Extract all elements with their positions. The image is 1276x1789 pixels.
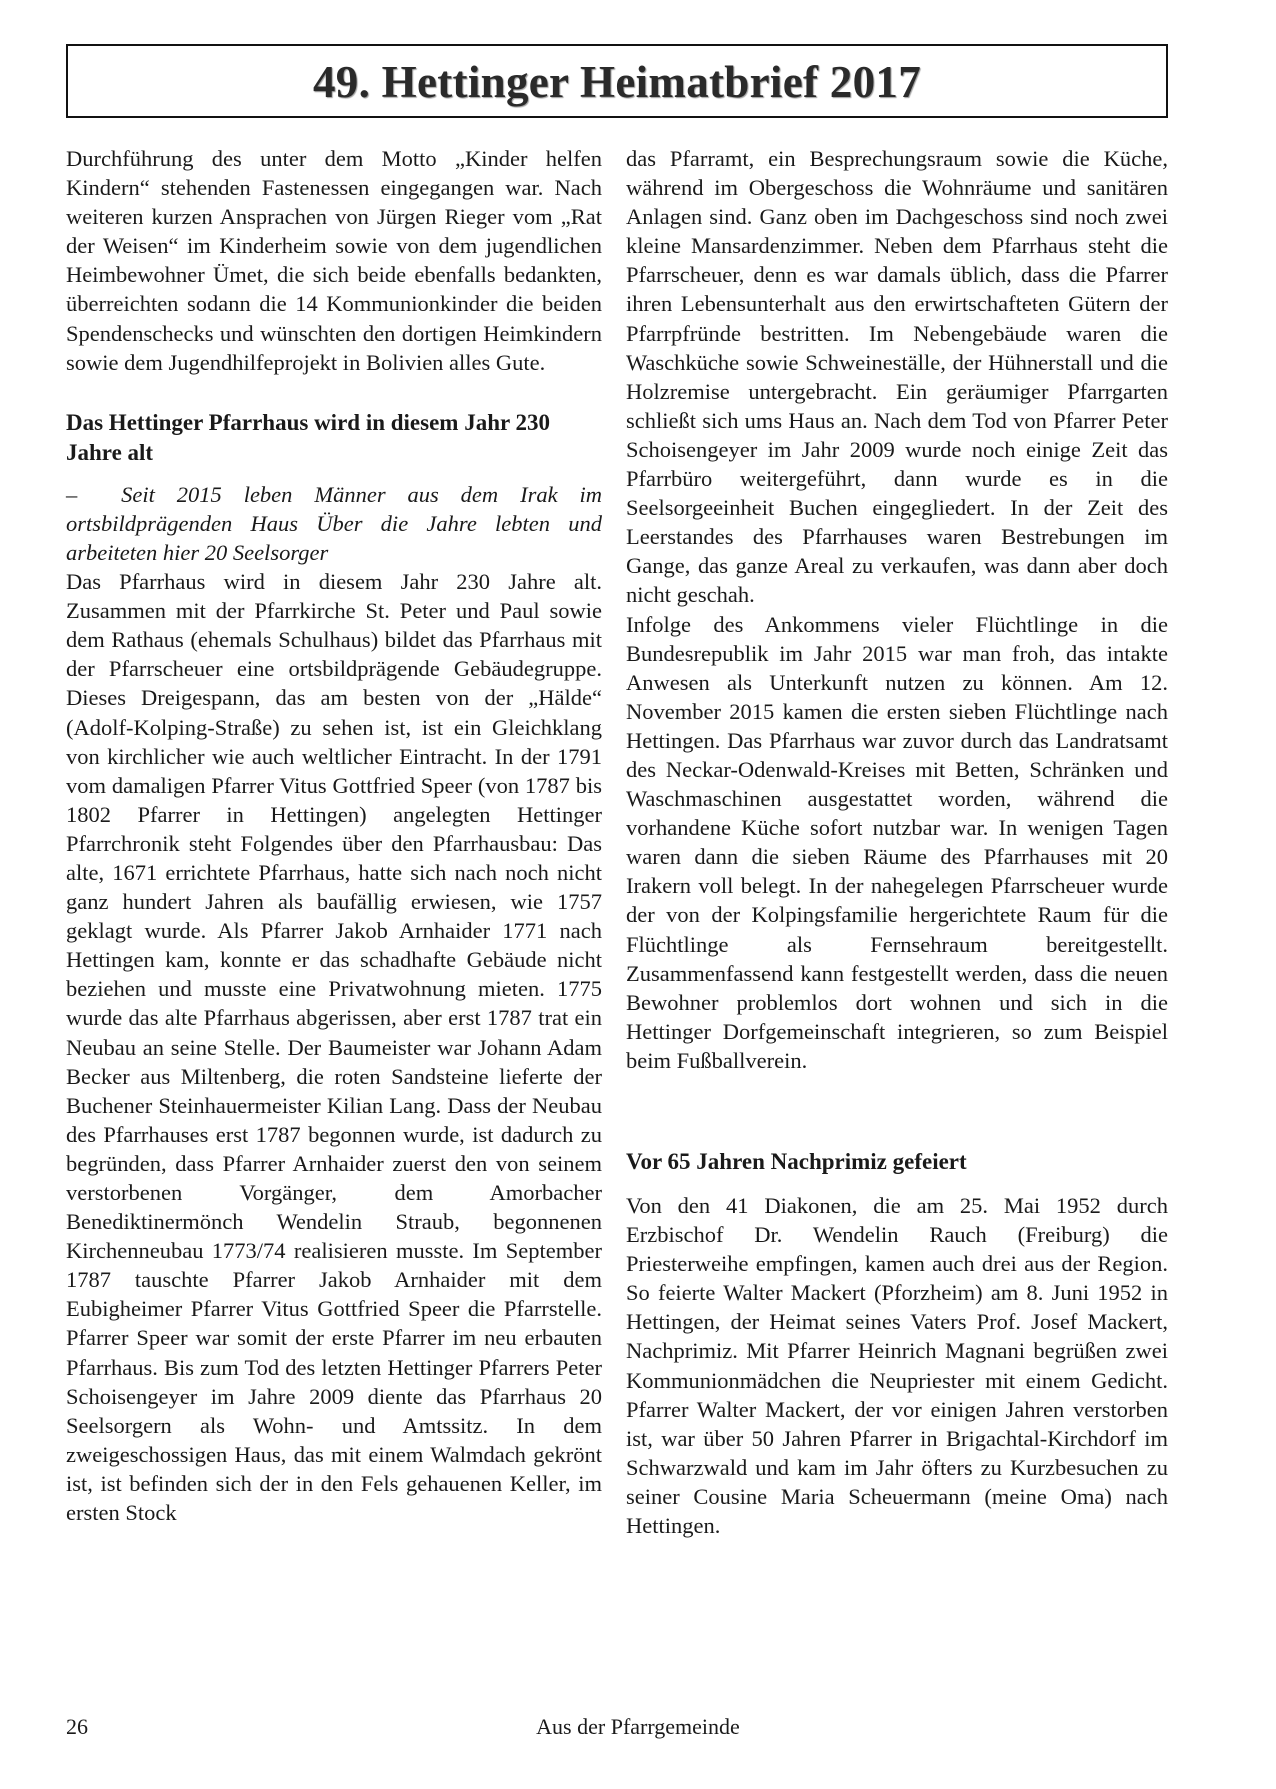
right-column — [626, 144, 1168, 1540]
continuation-paragraph: das Pfarramt, ein Besprechungsraum sowie die Küche, während im Obergeschoss die Wohnräume und sanitären Anlagen sind. Ganz oben im Dachgeschoss sind noch zwei kleine Mansardenzimmer. Neben dem Pfarrhaus steht die Pfarrscheuer, denn es war damals üblich, dass die Pfarrer ihren Lebensunterhalt aus den erwirtschafteten Gütern der Pfarrpfründe bestritten. Im Nebengebäude waren die Waschküche sowie Schweineställe, der Hühnerstall und die Holzremise untergebracht. Ein geräumiger Pfarrgarten schließt sich ums Haus an. Nach dem Tod von Pfarrer Peter Schoisengeyer im Jahr 2009 wurde noch einige Zeit das Pfarrbüro weitergeführt, dann wurde es in die Seelsorgeeinheit Buchen eingegliedert. In der Zeit des Leerstandes des Pfarrhauses waren Bestrebungen im Gange, das ganze Areal zu verkaufen, was dann aber doch nicht geschah. — [626, 146, 1168, 608]
subheading-text: Seit 2015 leben Männer aus dem Irak im ortsbildprägenden Haus Über die Jahre lebten und arbeiteten hier 20 Seelsorger — [66, 481, 603, 565]
subheading-dash: – — [66, 481, 78, 507]
article2-body: Von den 41 Diakonen, die am 25. Mai 1952 durch Erzbischof Dr. Wendelin Rauch (Freiburg) die Priesterweihe empfingen, kamen auch drei aus der Region. So feierte Walter Mackert (Pforzheim) am 8. Juni 1952 in Hettingen, der Heimat seines Vaters Prof. Josef Mackert, Nachprimiz. Mit Pfarrer Heinrich Magnani begrüßen zwei Kommunionmädchen die Neupriester mit einem Gedicht. Pfarrer Walter Mackert, der vor einigen Jahren verstorben ist, war über 50 Jahren Pfarrer in Brigachtal-Kirchdorf im Schwarzwald und kam im Jahr öfters zu Kurzbesuchen zu seiner Cousine Maria Scheuermann (meine Oma) nach Hettingen. — [626, 1193, 1168, 1539]
footer-section-title: Aus der Pfarrgemeinde — [536, 1714, 740, 1739]
article-subheading — [66, 480, 602, 567]
left-column — [66, 144, 602, 1527]
article-body: Das Pfarrhaus wird in diesem Jahr 230 Jahre alt. Zusammen mit der Pfarrkirche St. Peter und Paul sowie dem Rathaus (ehemals Schulhaus) bildet das Pfarrhaus mit der Pfarrscheuer eine ortsbildprägende Gebäudegruppe. Dieses Dreigespann, das am besten von der „Hälde“ (Adolf-Kolping-Straße) zu sehen ist, ist ein Gleichklang von kirchlicher wie auch weltlicher Eintracht. In der 1791 vom damaligen Pfarrer Vitus Gottfried Speer (von 1787 bis 1802 Pfarrer in Hettingen) angelegten Hettinger Pfarrchronik steht Folgendes über den Pfarrhausbau: Das alte, 1671 errichtete Pfarrhaus, hatte sich nach noch nicht ganz hundert Jahren als baufällig erwiesen, wie 1757 geklagt wurde. Als Pfarrer Jakob Arnhaider 1771 nach Hettingen kam, konnte er das schadhafte Gebäude nicht beziehen und musste eine Privatwohnung mieten. 1775 wurde das alte Pfarrhaus abgerissen, aber erst 1787 trat ein Neubau an seine Stelle. Der Baumeister war Johann Adam Becker aus Miltenberg, die roten Sandsteine lieferte der Buchener Steinhauermeister Kilian Lang. Dass der Neubau des Pfarrhauses erst 1787 begonnen wurde, ist dadurch zu begründen, dass Pfarrer Arnhaider zuerst den von seinem verstorbenen Vorgänger, dem Amorbacher Benediktinermönch Wendelin Straub, begonnenen Kirchenneubau 1773/74 realisieren musste. Im September 1787 tauschte Pfarrer Jakob Arnhaider mit dem Eubigheimer Pfarrer Vitus Gottfried Speer die Pfarrstelle. Pfarrer Speer war somit der erste Pfarrer im neu erbauten Pfarrhaus. Bis zum Tod des letzten Hettinger Pfarrers Peter Schoisengeyer im Jahre 2009 diente das Pfarrhaus 20 Seelsorgern als Wohn- und Amtssitz. In dem zweigeschossigen Haus, das mit einem Walmdach gekrönt ist, ist befinden sich der in den Fels gehauenen Keller, im ersten Stock — [66, 569, 602, 1526]
intro-paragraph: Durchführung des unter dem Motto „Kinder helfen Kindern“ stehenden Fastenessen eingegangen war. Nach weiteren kurzen Ansprachen von Jürgen Rieger vom „Rat der Weisen“ im Kinderheim sowie von dem jugendlichen Heimbewohner Ümet, die sich beide ebenfalls bedankten, überreichten sodann die 14 Kommunionkinder die beiden Spendenschecks und wünschten den dortigen Heimkindern sowie dem Jugendhilfeprojekt in Bolivien alles Gute. — [66, 146, 602, 375]
page-header — [66, 44, 1168, 118]
refugees-paragraph: Infolge des Ankommens vieler Flüchtlinge in die Bundesrepublik im Jahr 2015 war man froh, das intakte Anwesen als Unterkunft nutzen zu können. Am 12. November 2015 kamen die ersten sieben Flüchtlinge nach Hettingen. Das Pfarrhaus war zuvor durch das Landratsamt des Neckar-Odenwald-Kreises mit Betten, Schränken und Waschmaschinen ausgestattet worden, während die vorhandene Küche sofort nutzbar war. In wenigen Tagen waren dann die sieben Räume des Pfarrhauses mit 20 Irakern voll belegt. In der nahegelegen Pfarrscheuer wurde der von der Kolpingsfamilie hergerichtete Raum für die Flüchtlinge als Fernsehraum bereitgestellt. Zusammenfassend kann festgestellt werden, dass die neuen Bewohner problemlos dort wohnen und sich in die Hettinger Dorfgemeinschaft integrieren, so zum Beispiel beim Fußballverein. — [626, 611, 1168, 1073]
article2-heading: Vor 65 Jahren Nachprimiz gefeiert — [626, 1149, 967, 1174]
article-heading: Das Hettinger Pfarrhaus wird in diesem Jahr 230 Jahre alt — [66, 409, 551, 465]
page-number: 26 — [66, 1714, 88, 1739]
newsletter-title: 49. Hettinger Heimatbrief 2017 — [312, 57, 922, 107]
